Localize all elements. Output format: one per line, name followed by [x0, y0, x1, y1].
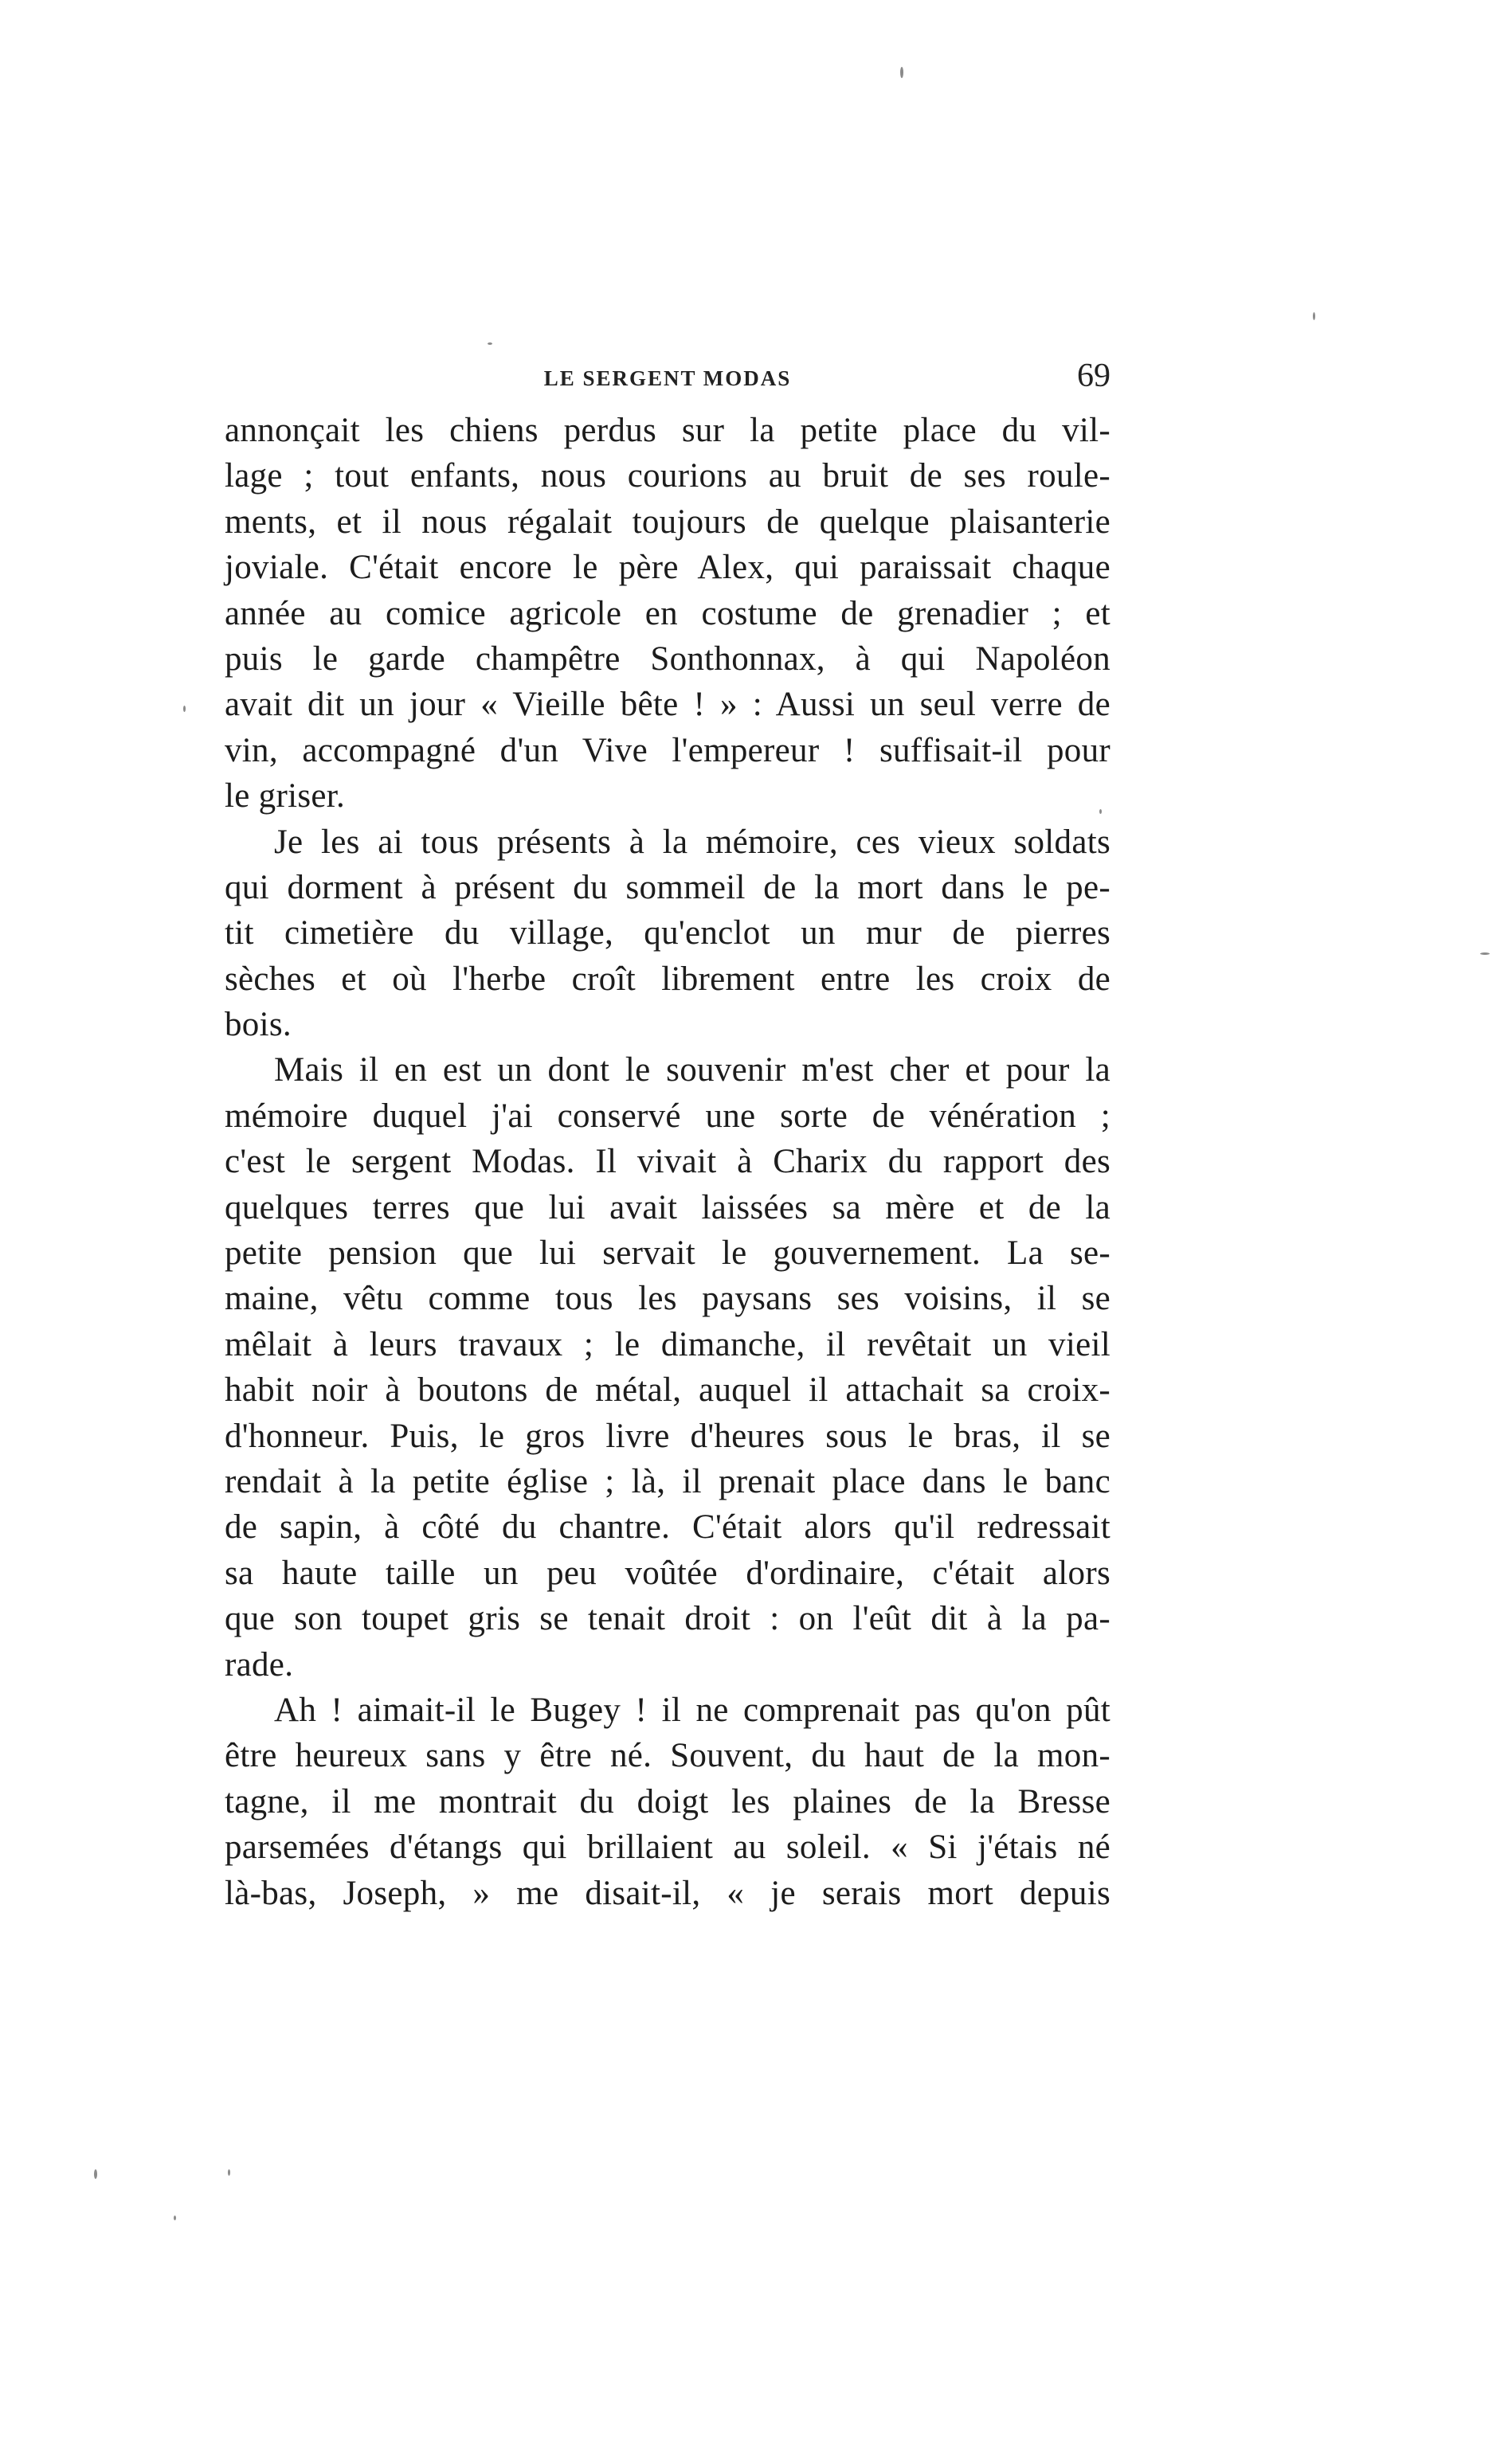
paragraph-start-line: Je les ai tous présents à la mémoire, ces vieux soldats	[274, 823, 1110, 861]
text-line: rade.	[225, 1645, 294, 1684]
text-line: lage ; tout enfants, nous courions au bruit de ses roule-	[225, 457, 1110, 495]
scan-speck	[1099, 809, 1102, 814]
text-line: sèches et où l'herbe croît librement entre les croix de	[225, 960, 1110, 998]
scan-speck	[183, 706, 186, 712]
scan-speck	[1313, 312, 1315, 320]
text-line: quelques terres que lui avait laissées sa mère et de la	[225, 1188, 1110, 1226]
text-line: ments, et il nous régalait toujours de quelque plaisanterie	[225, 503, 1110, 541]
text-line: parsemées d'étangs qui brillaient au soleil. « Si j'étais né	[225, 1828, 1110, 1867]
paragraph-start-line: Ah ! aimait-il le Bugey ! il ne comprenait pas qu'on pût	[274, 1691, 1110, 1729]
text-line: mémoire duquel j'ai conservé une sorte de vénération ;	[225, 1097, 1110, 1135]
page-number: 69	[1077, 358, 1110, 394]
text-line: vin, accompagné d'un Vive l'empereur ! suffisait-il pour	[225, 731, 1110, 769]
text-line: que son toupet gris se tenait droit : on l'eût dit à la pa-	[225, 1600, 1110, 1638]
scan-speck	[174, 2216, 176, 2220]
scan-speck	[94, 2169, 97, 2179]
running-head	[225, 357, 1110, 405]
text-line: d'honneur. Puis, le gros livre d'heures sous le bras, il se	[225, 1417, 1110, 1455]
text-line: mêlait à leurs travaux ; le dimanche, il revêtait un vieil	[225, 1325, 1110, 1363]
text-line: joviale. C'était encore le père Alex, qui paraissait chaque	[225, 549, 1110, 587]
running-title: LE SERGENT MODAS	[543, 366, 792, 390]
text-line: sa haute taille un peu voûtée d'ordinaire, c'était alors	[225, 1554, 1110, 1592]
text-line: le griser.	[225, 777, 346, 815]
body-text	[225, 408, 1110, 1916]
text-line: avait dit un jour « Vieille bête ! » : Aussi un seul verre de	[225, 686, 1110, 724]
scan-speck	[1480, 952, 1490, 955]
text-line: là-bas, Joseph, » me disait-il, « je serais mort depuis	[225, 1874, 1110, 1912]
text-line: bois.	[225, 1006, 292, 1044]
text-line: petite pension que lui servait le gouvernement. La se-	[225, 1234, 1110, 1273]
text-line: puis le garde champêtre Sonthonnax, à qui Napoléon	[225, 639, 1110, 678]
text-line: tit cimetière du village, qu'enclot un mur de pierres	[225, 914, 1110, 952]
paragraph-start-line: Mais il en est un dont le souvenir m'est cher et pour la	[274, 1051, 1110, 1089]
scan-speck	[900, 67, 903, 78]
text-line: annonçait les chiens perdus sur la petite place du vil-	[225, 412, 1110, 449]
text-line: tagne, il me montrait du doigt les plaines de la Bresse	[225, 1782, 1110, 1821]
text-line: habit noir à boutons de métal, auquel il attachait sa croix-	[225, 1371, 1110, 1410]
scan-speck	[228, 2169, 230, 2176]
text-line: être heureux sans y être né. Souvent, du haut de la mon-	[225, 1737, 1110, 1775]
text-line: c'est le sergent Modas. Il vivait à Charix du rapport des	[225, 1143, 1110, 1181]
text-line: maine, vêtu comme tous les paysans ses voisins, il se	[225, 1280, 1110, 1318]
scan-speck	[488, 342, 492, 345]
text-line: rendait à la petite église ; là, il prenait place dans le banc	[225, 1462, 1110, 1500]
text-line: de sapin, à côté du chantre. C'était alors qu'il redressait	[225, 1508, 1110, 1547]
text-line: année au comice agricole en costume de grenadier ; et	[225, 594, 1110, 632]
text-line: qui dorment à présent du sommeil de la mort dans le pe-	[225, 868, 1110, 906]
